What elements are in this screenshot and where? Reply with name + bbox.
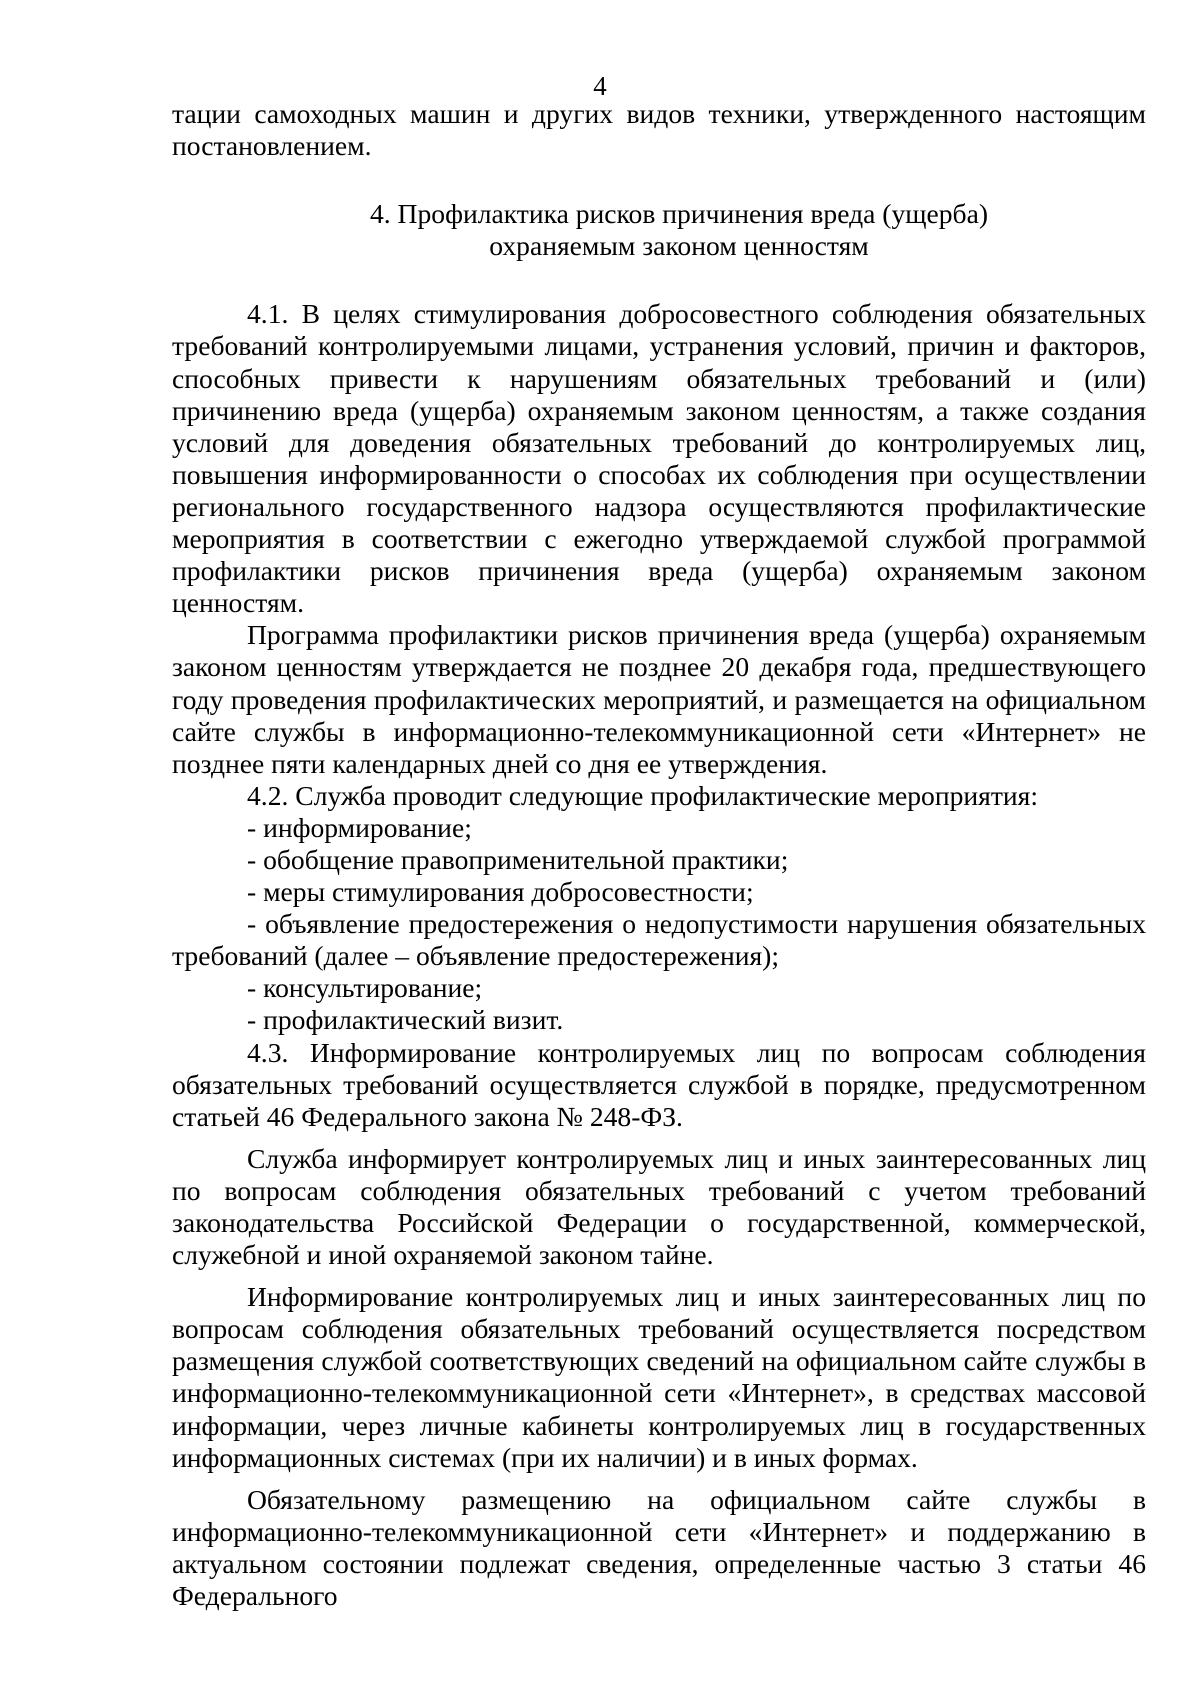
- list-item: - меры стимулирования добросовестности;: [247, 876, 754, 908]
- paragraph-4-1: 4.1. В целях стимулирования добросовестного соблюдения обязательных требований контролируемыми лицами, устранения условий, причин и факторов, способных привести к нарушениям обязательных требований и (или) причинению вреда (ущерба) охраняемым законом ценностям, а также создания условий для доведения обязательных требований до контролируемых лиц, повышения информированности о способах их соблюдения при осуществлении регионального государственного надзора осуществляются профилактические мероприятия в соответствии с ежегодно утверждаемой службой программой профилактики рисков причинения вреда (ущерба) охраняемым законом ценностям.: [172, 298, 1146, 619]
- list-item: - объявление предостережения о недопустимости нарушения обязательных требований (далее – объявление предостережения);: [172, 908, 1146, 972]
- paragraph-mandatory-publication: Обязательному размещению на официальном сайте службы в информационно-телекоммуникационной сети «Интернет» и поддержанию в актуальном состоянии подлежат сведения, определенные частью 3 статьи 46 Федерального: [172, 1483, 1146, 1612]
- paragraph-informing-methods: Информирование контролируемых лиц и иных заинтересованных лиц по вопросам соблюдения обязательных требований осуществляется посредством размещения службой соответствующих сведений на официальном сайте службы в информационно-телекоммуникационной сети «Интернет», в средствах массовой информации, через личные кабинеты контролируемых лиц в государственных информационных системах (при их наличии) и в иных формах.: [172, 1281, 1146, 1473]
- section-heading-line-2: охраняемым законом ценностям: [489, 230, 869, 262]
- list-item: - информирование;: [247, 811, 472, 843]
- paragraph-4-2: 4.2. Служба проводит следующие профилактические мероприятия:: [247, 779, 1039, 811]
- list-item: - профилактический визит.: [247, 1004, 564, 1036]
- paragraph-continuation: тации самоходных машин и других видов техники, утвержденного настоящим постановлением.: [172, 98, 1146, 162]
- paragraph-informing: Служба информирует контролируемых лиц и иных заинтересованных лиц по вопросам соблюдения обязательных требований с учетом требований законодательства Российской Федерации о государственной, коммерческой, служебной и иной охраняемой законом тайне.: [172, 1142, 1146, 1271]
- paragraph-program: Программа профилактики рисков причинения вреда (ущерба) охраняемым законом ценностям утверждается не позднее 20 декабря года, предшествующего году проведения профилактических мероприятий, и размещается на официальном сайте службы в информационно-телекоммуникационной сети «Интернет» не позднее пяти календарных дней со дня ее утверждения.: [172, 619, 1146, 779]
- section-heading: [172, 198, 1146, 262]
- list-item: - обобщение правоприменительной практики;: [247, 843, 789, 875]
- paragraph-4-3: 4.3. Информирование контролируемых лиц по вопросам соблюдения обязательных требований осуществляется службой в порядке, предусмотренном статьей 46 Федерального закона № 248-ФЗ.: [172, 1036, 1146, 1132]
- section-heading-line-1: 4. Профилактика рисков причинения вреда (ущерба): [369, 198, 989, 230]
- document-body: [172, 98, 1146, 1612]
- page-number: 4: [593, 71, 607, 101]
- list-item: - консультирование;: [247, 972, 483, 1004]
